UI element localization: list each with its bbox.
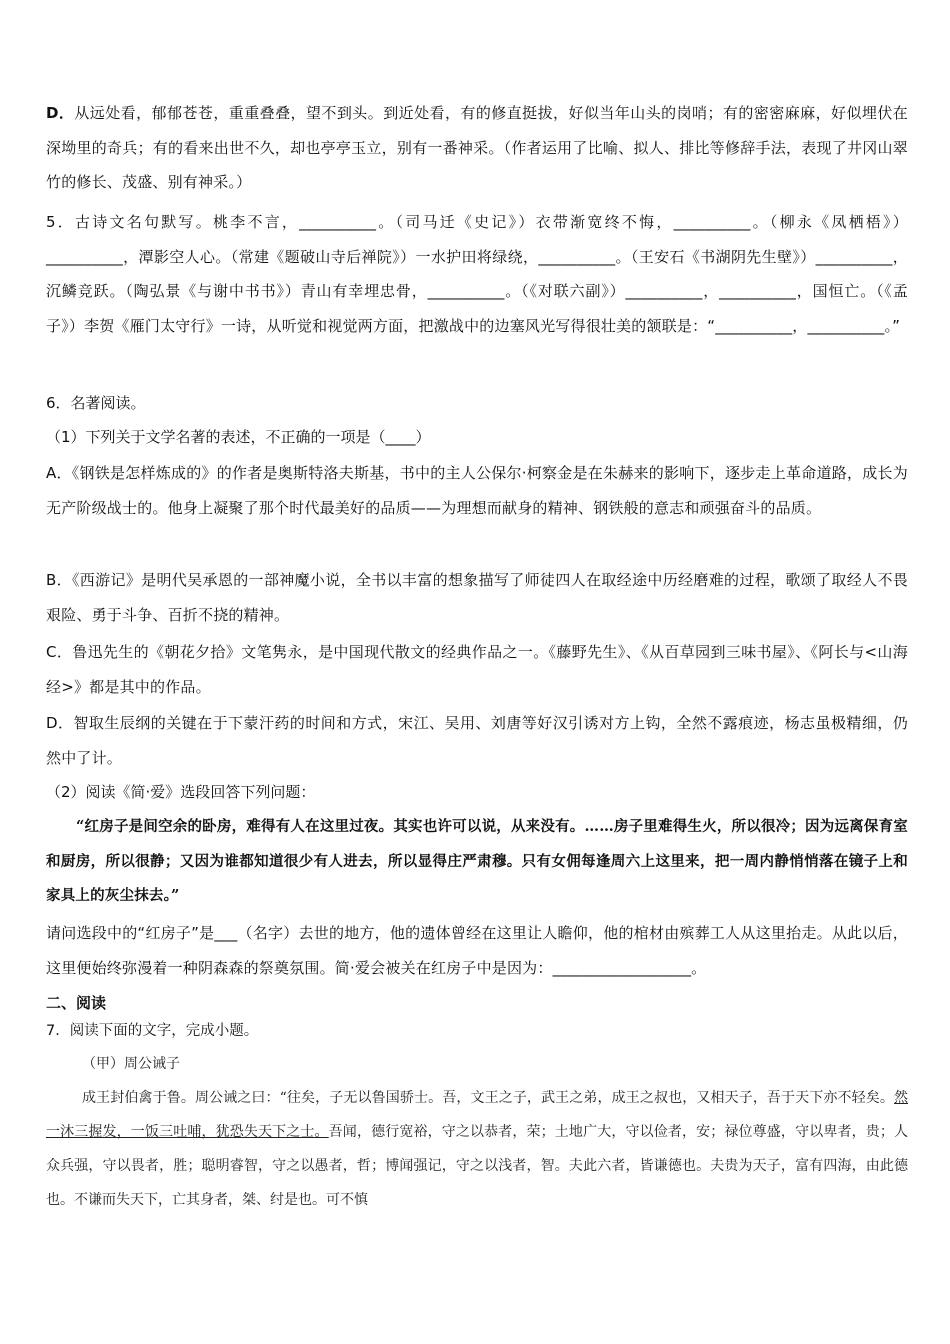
q6-question-text: 请问选段中的“红房子”是___（名字）去世的地方，他的遗体曾经在这里让人瞻仰，他的棺材由殡葬工人从这里抬走。从此以后，这里便始终弥漫着一种阴森森的祭奠氛围。简·爱会被关在红房子中是因为：__________________。: [46, 924, 908, 977]
q4-option-d: [46, 96, 908, 200]
q6-title: 6．名著阅读。: [46, 394, 146, 412]
passage-text-before: 成王封伯禽于鲁。周公诫之曰：“往矣，子无以鲁国骄士。吾，文王之子，武王之弟，成王之叔也，又相天子，吾于天下亦不轻矣。: [82, 1090, 894, 1106]
q4-option-d-text: 从远处看，郁郁苍苍，重重叠叠，望不到头。到近处看，有的修直挺拔，好似当年山头的岗哨；有的密密麻麻，好似埋伏在深坳里的奇兵；有的看来出世不久，却也亭亭玉立，别有一番神采。（作者运用了比喻、拟人、排比等修辞手法，表现了井冈山翠竹的修长、茂盛、别有神采。）: [46, 104, 908, 191]
q6-option-d: [46, 706, 908, 775]
jane-eyre-quote: [46, 810, 908, 914]
q6-option-d-text: D．智取生辰纲的关键在于下蒙汗药的时间和方式，宋江、吴用、刘唐等好汉引诱对方上钩，全然不露痕迹，杨志虽极精细，仍然中了计。: [46, 714, 908, 767]
q6-option-c: [46, 635, 908, 704]
q6-option-c-text: C．鲁迅先生的《朝花夕拾》文笔隽永，是中国现代散文的经典作品之一。《藤野先生》、《从百草园到三味书屋》、《阿长与<山海经>》都是其中的作品。: [46, 643, 908, 696]
section-2-title: 二、阅读: [46, 994, 107, 1012]
q6-option-b-text: B．《西游记》是明代吴承恩的一部神魔小说，全书以丰富的想象描写了师徒四人在取经途中历经磨难的过程，歌颂了取经人不畏艰险、勇于斗争、百折不挠的精神。: [46, 571, 908, 624]
q4-option-d-label: D．: [46, 104, 75, 122]
q6-option-a-text: A．《钢铁是怎样炼成的》的作者是奥斯特洛夫斯基，书中的主人公保尔·柯察金是在朱赫来的影响下，逐步走上革命道路，成长为无产阶级战士的。他身上凝聚了那个时代最美好的品质——为理想而献身的精神、钢铁般的意志和顽强奋斗的品质。: [46, 464, 908, 517]
passage-text-after: 吾闻，德行宽裕，守之以恭者，荣；土地广大，守以俭者，安；禄位尊盛，守以卑者，贵；人众兵强，守以畏者，胜；聪明睿智，守之以愚者，哲；博闻强记，守之以浅者，智。夫此六者，皆谦德也。夫贵为天子，富有四海，由此德也。不谦而失天下，亡其身者，桀、纣是也。可不慎: [46, 1124, 909, 1208]
q6-sub1: （1）下列关于文学名著的表述，不正确的一项是（____）: [46, 428, 431, 446]
jane-eyre-quote-text: “红房子是间空余的卧房，难得有人在这里过夜。其实也许可以说，从来没有。……房子里难得生火，所以很冷；因为远离保育室和厨房，所以很静；又因为谁都知道很少有人进去，所以显得庄严肃穆。只有女佣每逢周六上这里来，把一周内静悄悄落在镜子上和家具上的灰尘抹去。”: [46, 818, 908, 904]
q6-sub2: （2）阅读《简·爱》选段回答下列问题：: [46, 783, 316, 801]
q6-option-a: [46, 456, 908, 525]
q5-fill-in: [46, 205, 908, 343]
passage-underlined-sentence: 然一沐三握发，一饭三吐哺，犹恐失天下之士。: [46, 1090, 908, 1140]
passage-title: （甲）周公诫子: [82, 1056, 180, 1072]
q7-title: 7．阅读下面的文字，完成小题。: [46, 1023, 259, 1039]
q6-option-b: [46, 563, 908, 632]
passage-body: [46, 1081, 908, 1217]
q6-question: [46, 916, 908, 985]
q5-text: 5．古诗文名句默写。桃李不言，__________。（司马迁《史记》）衣带渐宽终不悔，__________。（柳永《凤栖梧》）__________，潭影空人心。（常建《题破山寺后禅院》）一水护田将绿绕，__________。（王安石《书湖阴先生壁》）__________，沉鳞竞跃。（陶弘景《与谢中书书》）青山有幸埋忠骨，__________。（《对联六副》）__________，__________，国恒亡。（《孟子》）李贺《雁门太守行》一诗，从听觉和视觉两方面，把激战中的边塞风光写得很壮美的颔联是：“__________，__________。”: [46, 213, 908, 335]
